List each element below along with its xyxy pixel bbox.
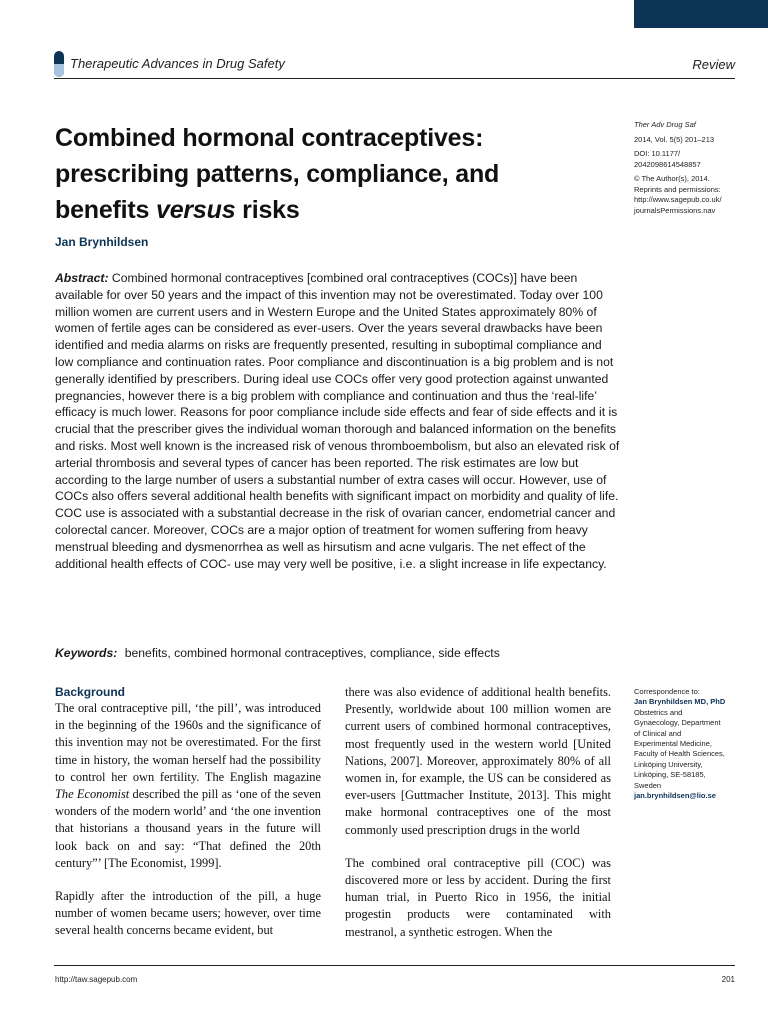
article-metadata [634, 120, 754, 216]
abstract-label: Abstract: [55, 271, 109, 285]
volume-info: 2014, Vol. 5(5) 201–213 [634, 134, 715, 144]
body-column-left [55, 684, 321, 956]
paragraph-2: Rapidly after the introduction of the pill, a huge number of women became users; however, over time several health concerns became evident, but [55, 889, 321, 938]
footer-url[interactable]: http://taw.sagepub.com [55, 975, 138, 984]
paragraph-3: there was also evidence of additional health benefits. Presently, worldwide about 100 million women are current users of combined hormonal contraceptives, most frequently used in the western world [United Nations, 2007]. Moreover, approximately 80% of all women in, for example, the US can be considered as ever-users [Guttmacher Institute, 2013]. This might make hormonal contraceptives one of the most commonly used prescription drugs in the world [345, 685, 611, 837]
title-line-3-italic: versus [156, 196, 236, 224]
paragraph-4: The combined oral contraceptive pill (COC) was discovered more or less by accident. During the first human trial, in Puerto Rico in 1956, the initial progestin products were contaminated with mestranol, a synthetic estrogen. When the [345, 855, 611, 939]
doi-label: DOI: 10.1177/ [634, 149, 681, 158]
page-number: 201 [721, 975, 735, 984]
keywords-text: benefits, combined hormonal contraceptives, compliance, side effects [124, 646, 500, 660]
section-heading-background: Background [55, 685, 126, 699]
keywords-label: Keywords: [55, 646, 118, 660]
copyright: © The Author(s), 2014. [634, 174, 710, 183]
doi-value: 2042098614548857 [634, 159, 701, 169]
correspondence-line: Sweden [634, 780, 662, 790]
correspondence-line: Obstetrics and [634, 707, 683, 717]
paragraph-1-part-a: The oral contraceptive pill, ‘the pill’, was introduced in the beginning of the 1960s and the significance of this invention may not be overestimated. For the first time in history, the woman herself had the possibility to control her own fertility. The English magazine [55, 701, 321, 784]
footer-divider [54, 965, 735, 966]
correspondence-label: Correspondence to: [634, 687, 700, 696]
journal-abbreviation: Ther Adv Drug Saf [634, 120, 696, 129]
header-corner-block [634, 0, 768, 28]
journal-name: Therapeutic Advances in Drug Safety [70, 56, 285, 71]
correspondence-line: of Clinical and [634, 728, 682, 738]
correspondence-name: Jan Brynhildsen MD, PhD [634, 697, 726, 707]
correspondence-line: Gynaecology, Department [634, 718, 721, 728]
reprints-line-1: Reprints and permissions: [634, 184, 721, 194]
section-type: Review [692, 57, 735, 72]
body-column-middle [345, 684, 611, 957]
abstract [55, 270, 620, 572]
correspondence-email[interactable]: jan.brynhildsen@lio.se [634, 791, 716, 801]
abstract-text: Combined hormonal contraceptives [combined oral contraceptives (COCs)] have been available for over 50 years and the impact of this invention may not be overestimated. Today over 100 million women are current users and in Western Europe and the United States approximately 80% of women of fertile ages can be considered as ever-users. Over the years several drawbacks have been identified and media alarms on risks are frequently presented, resulting in suboptimal compliance and low compliance and continuation rates. Poor compliance and discontinuation is a big problem and is not generally identified by prescribers. During ideal use COCs offer very good protection against unwanted pregnancies, however there is a big problem with compliance and continuation and thus the ‘real-life’ efficacy is much lower. Reasons for poor compliance include side effects and fear of side effects and it is crucial that the prescriber gives the individual woman thorough and balanced information on the benefits and risks. Most well known is the increased risk of venous thromboembolism, but also an elevated risk of arterial thrombosis and several types of cancer has been reported. The risk estimates are low but according to the large number of users a substantial number of extra cases will occur. However, use of COCs also offers several additional health benefits with significant impact on morbidity and quality of life. COC use is associated with a substantial decrease in the risk of ovarian cancer, endometrial cancer and colorectal cancer. Moreover, COCs are a major option of treatment for women suffering from heavy menstrual bleeding and dysmenorrhea as well as hirsutism and acne vulgaris. The net effect of the additional health effects of COC- use may very well be positive, i.e. a slight increase in life expectancy. [55, 271, 620, 571]
paragraph-1-part-b: described the pill as ‘one of the seven wonders of the modern world’ and ‘the one invention that historians a thousand years in the future will look back on and say: “That defined the 20th century”’ [The Economist, 1999]. [55, 787, 321, 870]
keywords [55, 646, 655, 660]
title-line-2: prescribing patterns, compliance, and [55, 160, 500, 188]
correspondence-line: Linköping University, [634, 759, 703, 769]
correspondence-line: Linköping, SE-58185, [634, 770, 706, 780]
correspondence-line: Experimental Medicine, [634, 739, 712, 749]
paragraph-1-italic: The Economist [55, 787, 130, 802]
title-line-1: Combined hormonal contraceptives: [55, 124, 484, 152]
paragraph-1 [55, 700, 321, 872]
correspondence [634, 687, 759, 801]
author-name: Jan Brynhildsen [55, 235, 149, 249]
title-line-3-pre: benefits [55, 196, 156, 224]
title-line-3-post: risks [235, 196, 300, 224]
header-divider [54, 78, 735, 79]
reprints-line-3: journalsPermissions.nav [634, 205, 716, 215]
correspondence-line: Faculty of Health Sciences, [634, 749, 725, 759]
journal-logo-icon [54, 51, 64, 77]
article-title [55, 120, 615, 228]
reprints-line-2: http://www.sagepub.co.uk/ [634, 195, 722, 204]
